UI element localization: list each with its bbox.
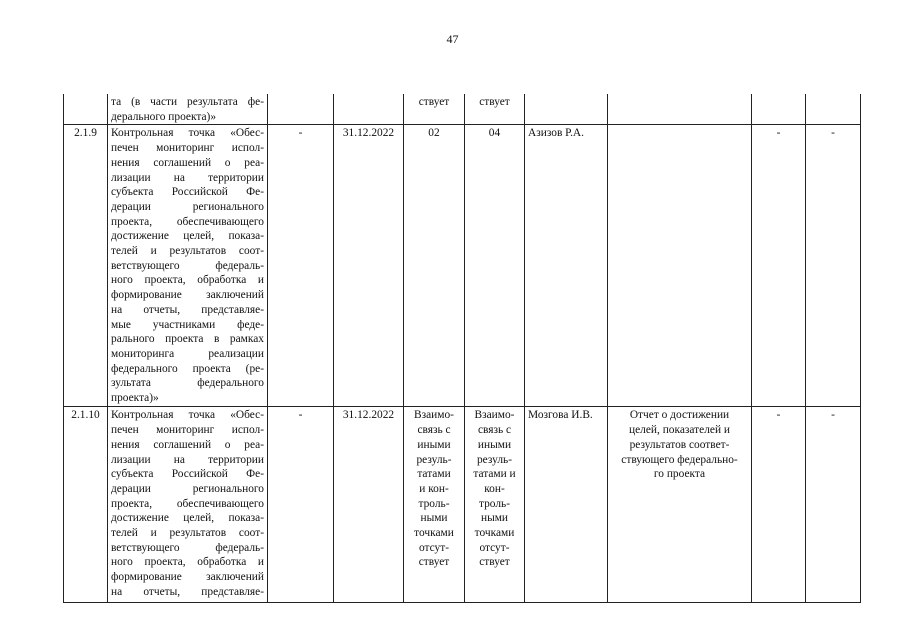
- description-line: достижение целей, показа-: [111, 512, 264, 525]
- predecessor-line: татами: [417, 468, 451, 481]
- table-row: [64, 407, 861, 603]
- description-line: лизации на территории: [111, 453, 264, 466]
- extra-cell: -: [806, 407, 861, 603]
- successor-line: ствует: [479, 556, 510, 569]
- table-row: [64, 94, 861, 125]
- level-cell: -: [752, 125, 806, 407]
- end-date-cell: 31.12.2022: [334, 407, 404, 603]
- description-cell: [108, 125, 268, 407]
- description-cell: [108, 94, 268, 125]
- predecessor-line: ствует: [418, 556, 450, 569]
- result-cell: [608, 407, 752, 603]
- successor-line: отсут-: [479, 541, 510, 554]
- predecessor-line: ными: [420, 512, 448, 525]
- successor-line: связь с: [477, 424, 512, 437]
- description-line: на отчеты, представляе-: [111, 585, 264, 598]
- description-line: формирование заключений: [111, 571, 264, 584]
- result-line: го проекта: [653, 468, 706, 481]
- successor-line: кон-: [484, 482, 505, 495]
- responsible-cell: Мозгова И.В.: [525, 407, 608, 603]
- result-line: целей, показателей и: [629, 424, 730, 437]
- description-line: нения соглашений о реа-: [111, 438, 264, 451]
- description-line: Контрольная точка «Обес-: [111, 409, 264, 422]
- description-line: телей и результатов соот-: [111, 245, 264, 258]
- description-line: ного проекта, обработка и: [111, 556, 264, 569]
- level-cell: [752, 94, 806, 125]
- predecessor-line: иными: [417, 438, 451, 451]
- description-line: проекта)»: [111, 392, 159, 405]
- description-line: мониторинга реализации: [111, 347, 264, 360]
- predecessor-cell: ствует: [404, 94, 465, 125]
- description-line: ветствующего федераль-: [111, 259, 264, 272]
- predecessor-line: связь с: [417, 424, 451, 437]
- successor-line: татами и: [473, 468, 516, 481]
- successor-cell: ствует: [465, 94, 525, 125]
- description-line: проекта, обеспечивающего: [111, 497, 264, 510]
- table-row: [64, 125, 861, 407]
- successor-line: точками: [474, 527, 515, 540]
- start-date-cell: -: [268, 125, 334, 407]
- description-line: дерации регионального: [111, 482, 264, 495]
- result-cell: [608, 125, 752, 407]
- description-line: формирование заключений: [111, 289, 264, 302]
- predecessor-line: точками: [414, 527, 454, 540]
- end-date-cell: [334, 94, 404, 125]
- description-line: Контрольная точка «Обес-: [111, 127, 264, 140]
- description-line: дерального проекта)»: [111, 110, 217, 123]
- responsible-cell: Азизов Р.А.: [525, 125, 608, 407]
- successor-cell: [465, 125, 525, 407]
- predecessor-cell: [404, 125, 465, 407]
- description-cell: [108, 407, 268, 603]
- description-line: рального проекта в рамках: [111, 333, 264, 346]
- description-line: на отчеты, представляе-: [111, 303, 264, 316]
- description-line: печен мониторинг испол-: [111, 424, 264, 437]
- predecessor-line: 02: [428, 127, 440, 140]
- description-line: та (в части результата фе-: [111, 96, 264, 108]
- description-line: субъекта Российской Фе-: [111, 468, 264, 481]
- row-number-cell: 2.1.10: [64, 407, 108, 603]
- predecessor-cell: [404, 407, 465, 603]
- successor-line: троль-: [478, 497, 511, 510]
- predecessor-line: и кон-: [419, 482, 449, 495]
- extra-cell: [806, 94, 861, 125]
- successor-cell: [465, 407, 525, 603]
- page-number: 47: [446, 32, 459, 46]
- description-line: лизации на территории: [111, 171, 264, 184]
- extra-cell: -: [806, 125, 861, 407]
- description-line: федерального проекта (ре-: [111, 362, 264, 375]
- description-line: зультата федерального: [111, 377, 264, 390]
- level-cell: -: [752, 407, 806, 603]
- predecessor-line: троль-: [418, 497, 450, 510]
- predecessor-line: резуль-: [416, 453, 452, 466]
- description-line: ного проекта, обработка и: [111, 274, 264, 287]
- project-plan-table: [63, 94, 861, 603]
- successor-line: резуль-: [476, 453, 513, 466]
- start-date-cell: -: [268, 407, 334, 603]
- end-date-cell: 31.12.2022: [334, 125, 404, 407]
- predecessor-line: отсут-: [418, 541, 450, 554]
- description-line: субъекта Российской Фе-: [111, 186, 264, 199]
- successor-line: ными: [480, 512, 509, 525]
- result-line: результатов соответ-: [629, 438, 730, 451]
- result-cell: [608, 94, 752, 125]
- row-number-cell: [64, 94, 108, 125]
- description-line: достижение целей, показа-: [111, 230, 264, 243]
- row-number-cell: 2.1.9: [64, 125, 108, 407]
- successor-line: 04: [488, 127, 501, 140]
- description-line: телей и результатов соот-: [111, 527, 264, 540]
- description-line: нения соглашений о реа-: [111, 156, 264, 169]
- description-line: ветствующего федераль-: [111, 541, 264, 554]
- result-line: ствующего федерально-: [621, 453, 738, 466]
- result-line: Отчет о достижении: [629, 409, 730, 422]
- successor-line: иными: [477, 438, 512, 451]
- description-line: мые участниками феде-: [111, 318, 264, 331]
- predecessor-line: Взаимо-: [414, 409, 454, 422]
- description-line: проекта, обеспечивающего: [111, 215, 264, 228]
- description-line: печен мониторинг испол-: [111, 142, 264, 155]
- start-date-cell: [268, 94, 334, 125]
- successor-line: Взаимо-: [474, 409, 515, 422]
- description-line: дерации регионального: [111, 200, 264, 213]
- responsible-cell: [525, 94, 608, 125]
